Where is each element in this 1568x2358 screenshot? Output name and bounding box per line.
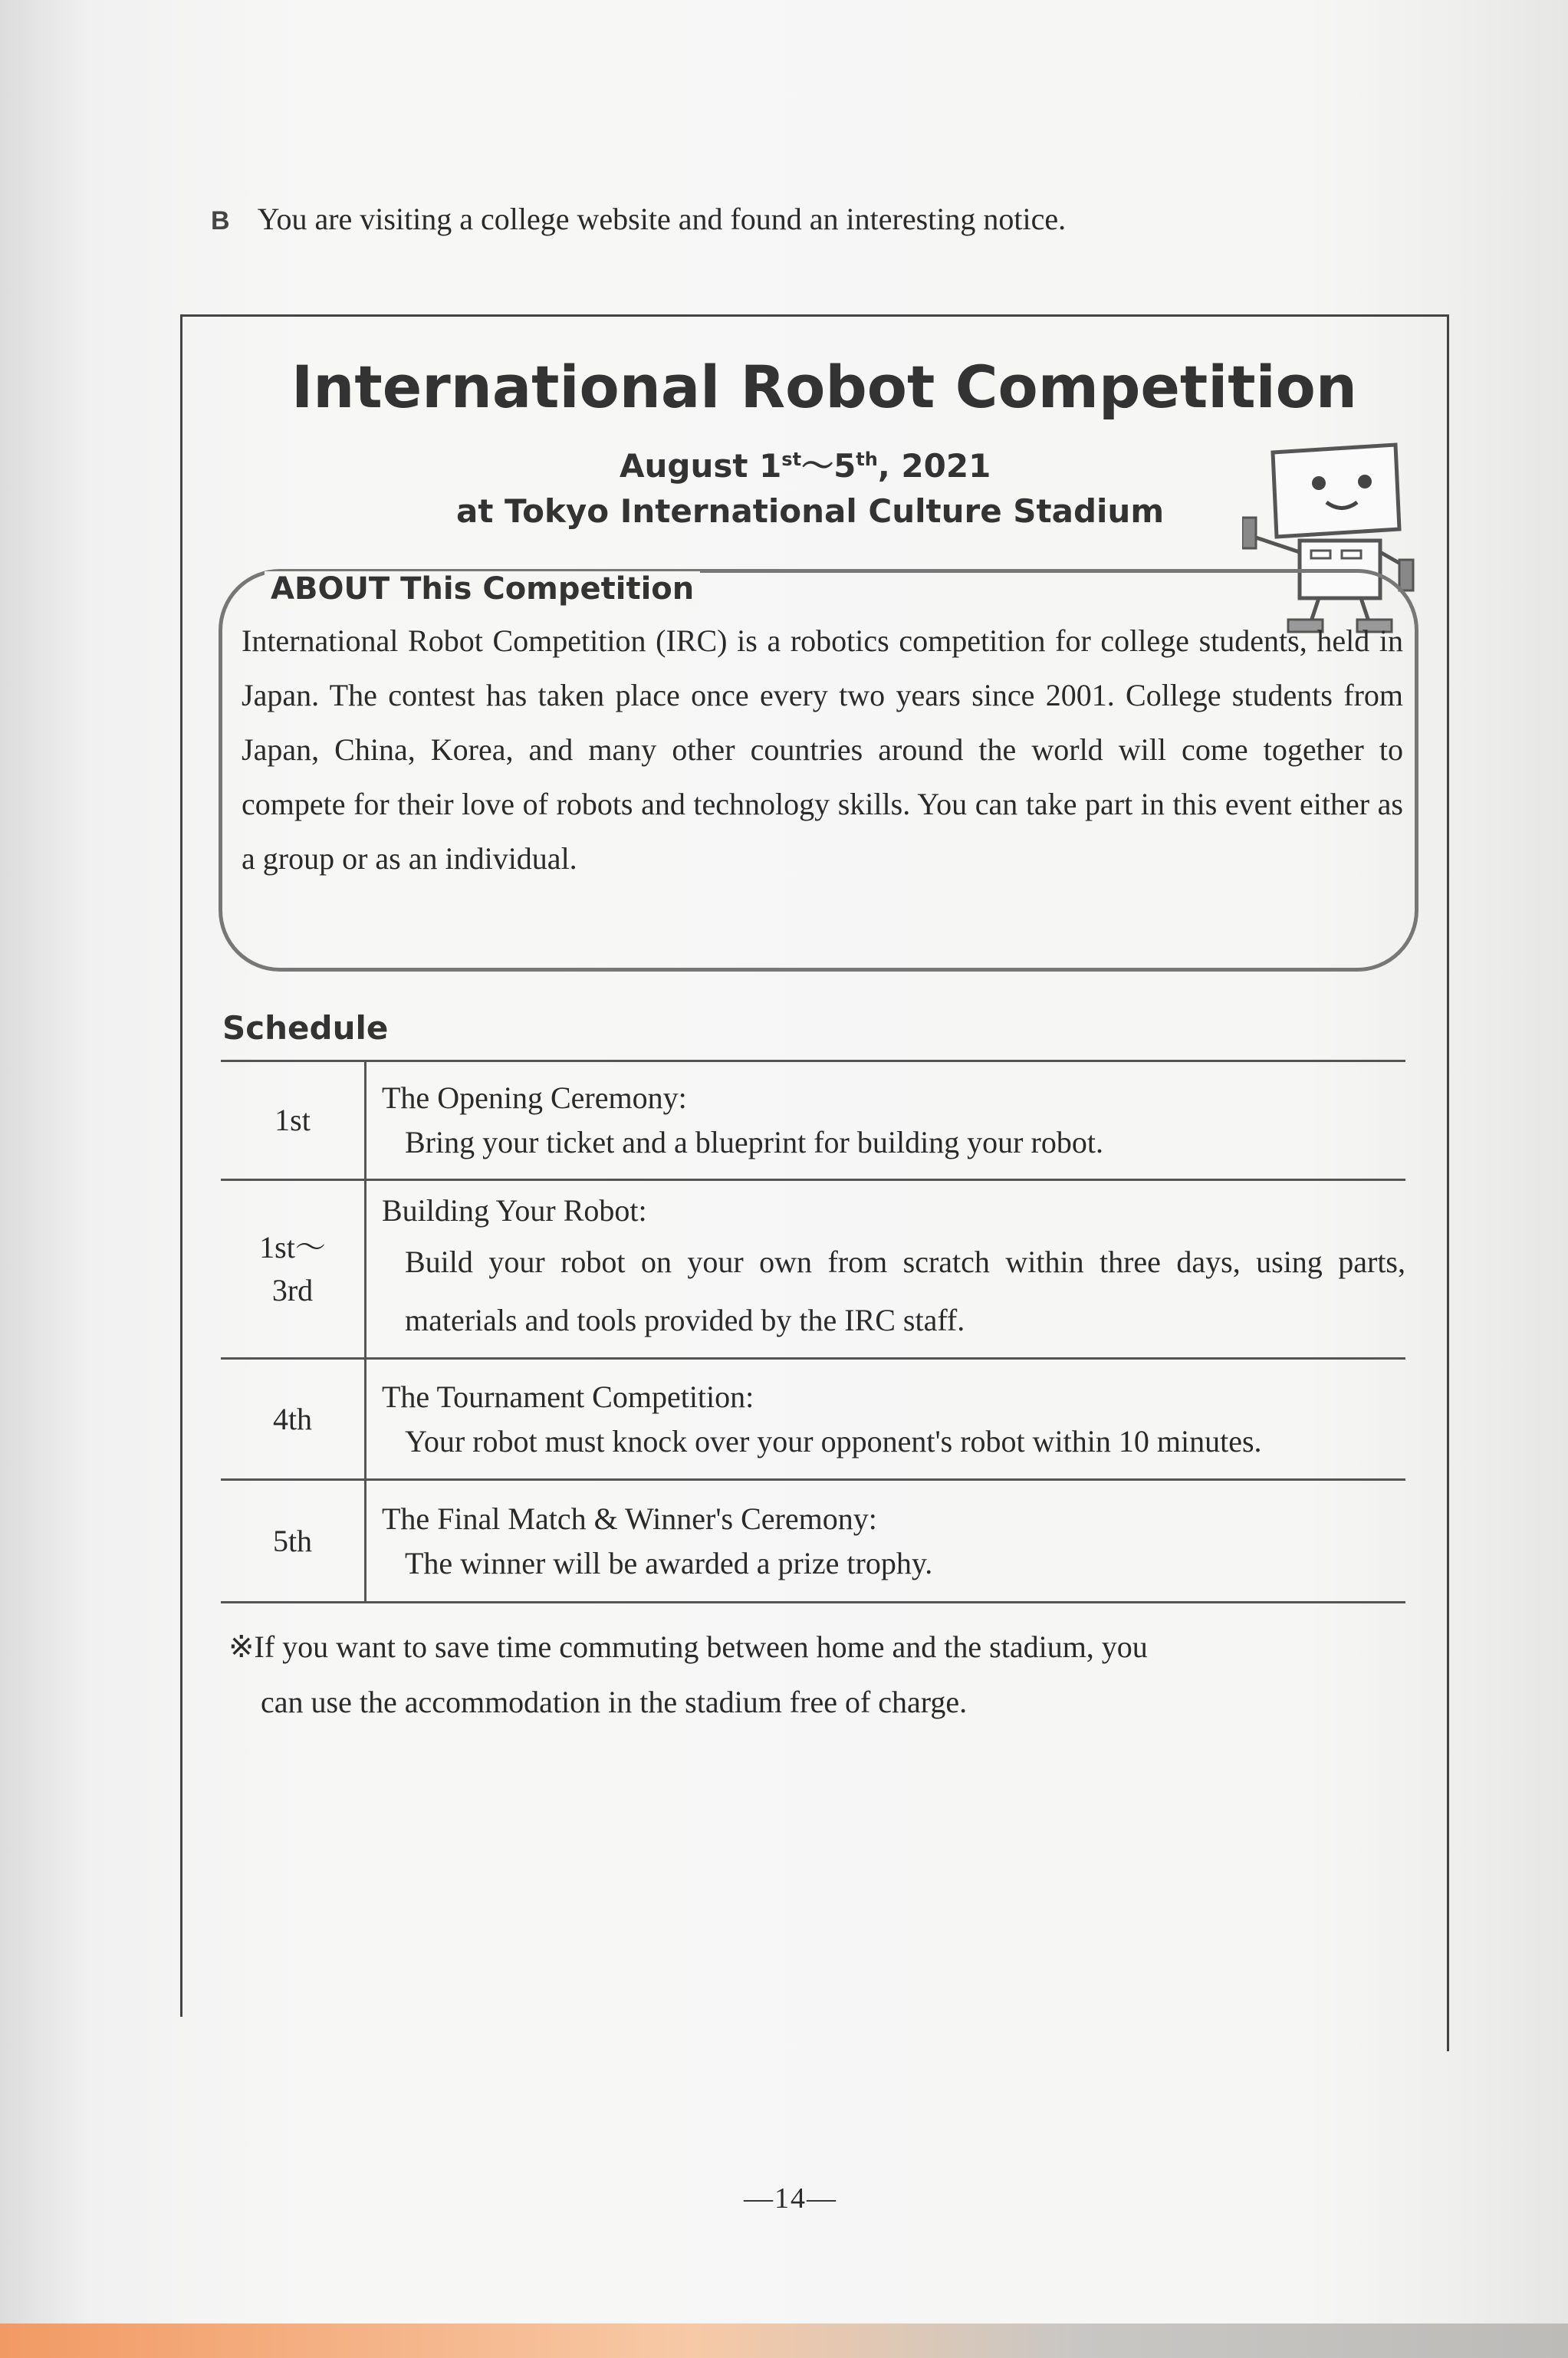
notice-title: International Robot Competition (291, 353, 1357, 421)
schedule-activity (366, 1359, 1406, 1480)
page-edge (0, 2323, 1568, 2358)
intro-text: You are visiting a college website and found an interesting notice. (257, 202, 1067, 236)
note-line-2: can use the accommodation in the stadium free of charge. (261, 1685, 968, 1719)
activity-detail: Bring your ticket and a blueprint for building your robot. (405, 1125, 1103, 1159)
schedule-heading: Schedule (222, 1009, 389, 1047)
activity-detail: The winner will be awarded a prize trophy. (405, 1545, 933, 1580)
activity-title: The Tournament Competition: (382, 1379, 754, 1414)
page-number: —14— (744, 2182, 837, 2215)
date-year: , 2021 (877, 447, 991, 485)
activity-detail: Your robot must knock over your opponent's robot within 10 minutes. (405, 1423, 1262, 1459)
about-heading: ABOUT This Competition (265, 571, 700, 607)
schedule-day: 5th (221, 1480, 366, 1603)
schedule-row (221, 1061, 1405, 1180)
notice-frame-top (180, 314, 1449, 317)
notice-frame-left (180, 314, 182, 2017)
event-date (620, 441, 991, 487)
date-end-suffix: th (856, 449, 878, 470)
schedule-table (221, 1060, 1405, 1603)
schedule-row (221, 1480, 1405, 1603)
accommodation-note (228, 1620, 1409, 1730)
schedule-row (221, 1359, 1405, 1480)
activity-title: Building Your Robot: (382, 1193, 647, 1228)
activity-title: The Final Match & Winner's Ceremony: (382, 1501, 877, 1536)
schedule-day: 1st～ 3rd (221, 1180, 366, 1359)
question-intro (211, 201, 1438, 237)
activity-detail: Build your robot on your own from scratch within three days, using parts, materials and tools provided by the IRC staff. (405, 1245, 1405, 1337)
notice-frame-right (1447, 314, 1449, 2051)
about-paragraph: International Robot Competition (IRC) is a robotics competition for college students, held in Japan. The contest has taken place once every two years since 2001. College students from Japan, China, Korea, and many other countries around the world will come together to compete for their love of robots and technology skills. You can take part in this event either as a group or as an individual. (242, 623, 1403, 876)
note-line-1: ※If you want to save time commuting between home and the stadium, you (228, 1630, 1148, 1664)
event-venue: at Tokyo International Culture Stadium (456, 492, 1165, 530)
activity-title: The Opening Ceremony: (382, 1080, 687, 1115)
schedule-activity (366, 1061, 1406, 1180)
date-start-suffix: st (781, 449, 802, 470)
schedule-day: 1st (221, 1061, 366, 1180)
schedule-day: 4th (221, 1359, 366, 1480)
date-end: ～5 (801, 447, 856, 485)
schedule-activity (366, 1180, 1406, 1359)
section-label: B (211, 206, 230, 235)
schedule-row (221, 1180, 1405, 1359)
date-start: August 1 (620, 447, 782, 485)
schedule-activity (366, 1480, 1406, 1603)
